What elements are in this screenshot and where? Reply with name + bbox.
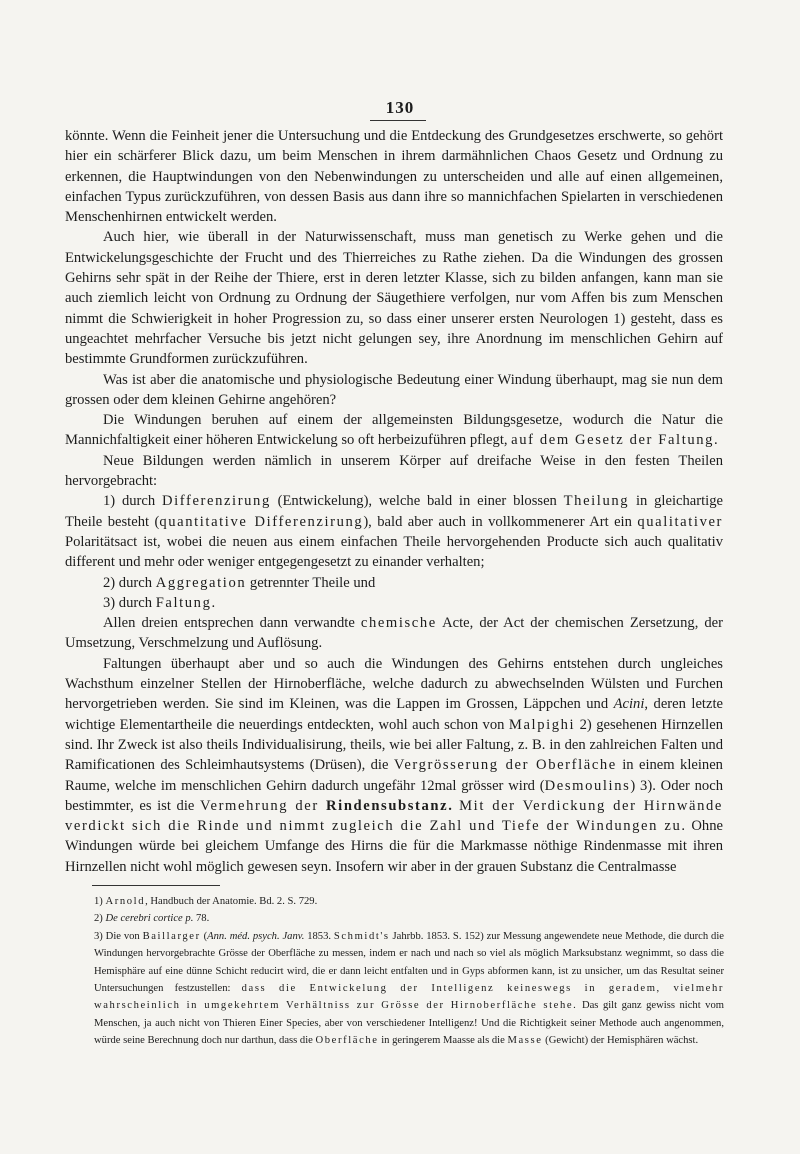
text-run: Allen dreien entsprechen dann verwandte [103, 615, 361, 632]
list-item [65, 573, 723, 593]
text-run: Faltung. [155, 594, 217, 611]
paragraph [65, 451, 723, 492]
text-run: 1) [94, 896, 106, 907]
footnotes [94, 893, 724, 1050]
footnote [94, 893, 724, 910]
text-run: Differenzirung [162, 493, 271, 510]
text-run: auf dem Gesetz der Faltung. [511, 432, 720, 449]
text-run: (Entwickelung), welche bald in einer blossen [270, 493, 564, 510]
text-run: Malpighi [508, 716, 576, 733]
text-run: 2) [94, 913, 106, 925]
main-text [65, 126, 723, 877]
text-run: 1853. [304, 930, 334, 942]
paragraph [65, 227, 723, 369]
text-run: Arnold [105, 896, 146, 907]
paragraph [65, 370, 723, 411]
text-run: Baillarger [142, 930, 201, 942]
text-run: quantitative Differenzirung [159, 513, 364, 530]
text-run: Jahrbb. 1853. S. 152) zur Messung angewendete neue Methode, die durch die Windungen hervorgebrachte Grösse der Oberfläche zu messen, indem er nach und nach so viel als möglich Marksubstanz wegnimmt, so dass die Hemisphäre auf eine dünne Schicht reducirt wird, die er dann leicht entfalten und in Gyps abformen kann, ist zu unsicher, um das Resultat seiner Untersuchungen festzustellen: [94, 930, 724, 995]
text-run: 2) gesehenen Hirnzellen sind. Ihr Zweck ist also theils Individualisirung, theils, wie bei aller Faltung, z. B. in den zahlreichen Falten und Ramificationen des Schleimhautsystems (Drüsen), die [65, 716, 724, 774]
text-run: Acte, der Act der chemischen Zersetzung, der Umsetzung, Verschmelzung und Auflösung. [65, 615, 723, 652]
text-run: qualitativer [637, 513, 723, 530]
text-run: chemische [360, 615, 437, 632]
text-run: Auch hier, wie überall in der Naturwissenschaft, muss man genetisch zu Werke gehen und die Entwickelungsgeschichte der Frucht und des Thierreiches zu Rathe ziehen. Da die Windungen des grossen Gehirns sehr spät in der Reihe der Thiere, erst in deren letzter Klasse, sich zu bilden anfangen, kann man sie auch ziemlich leicht von Ordnung zu Ordnung der Säugethiere verfolgen, nur vom Affen bis zum Menschen nimmt die Schwierigkeit in hoher Progression zu, so dass einer unserer ersten Neurologen 1) gesteht, dass es ungeachtet mehrfacher Versuche bis jetzt nicht gelungen sey, ihre Anordnung im menschlichen Gehirn auf bestimmte Grundformen zurückzuführen. [65, 229, 723, 368]
text-run: ), bald aber auch in vollkommenerer Art ein [363, 513, 638, 530]
text-run: 78. [193, 913, 210, 925]
paragraph [65, 613, 723, 654]
footnote [94, 928, 724, 1050]
paragraph [65, 654, 723, 877]
text-run: Desmoulins [544, 777, 631, 794]
page-number: 130 [385, 98, 415, 117]
text-run: 3) durch [103, 594, 156, 611]
text-run: Ann. méd. psych. Janv. [207, 930, 305, 942]
text-run: 3) Die von [94, 930, 143, 942]
text-run: 2) durch [103, 574, 156, 591]
text-run: Schmidt's [333, 930, 390, 942]
text-run: Acini [613, 696, 645, 713]
paragraph [65, 126, 723, 227]
text-run: Polaritätsact ist, wobei die neuen aus einem einfachen Theile hervorgehenden Producte sich auch qualitativ different und mehr oder weniger entgegengesetzt zu einander verhalten; [65, 533, 723, 571]
text-run: ) 3). Oder noch bestimmter, es ist die [65, 777, 723, 814]
text-run: 1) durch [103, 493, 162, 510]
footnote [94, 910, 724, 927]
text-run: Masse [507, 1035, 543, 1047]
text-run: Was ist aber die anatomische und physiologische Bedeutung einer Windung überhaupt, mag sie nun dem grossen oder dem kleinen Gehirne angehören? [65, 371, 723, 408]
text-run: Oberfläche [315, 1035, 379, 1047]
text-run: Mit der Verdickung der Hirnwände verdickt sich die Rinde und nimmt zugleich die Zahl und Tiefe der Windungen zu. [65, 797, 723, 835]
text-run: De cerebri cortice [105, 913, 183, 925]
text-run: (Gewicht) der Hemisphären wächst. [542, 1035, 699, 1047]
text-run: Aggregation [155, 574, 247, 591]
list-item [65, 491, 723, 572]
list-item [65, 593, 723, 613]
text-run: Faltungen überhaupt aber und so auch die Windungen des Gehirns entstehen durch ungleiches Wachsthum einzelner Stellen der Hirnoberfläche, welche dadurch zu abwechselnden Wülsten und Furchen hervorgetrieben werden. Sie sind im Kleinen, was die Lappen im Grossen, Läppchen und [65, 655, 723, 713]
text-run: Die Windungen beruhen auf einem der allgemeinsten Bildungsgesetze, wodurch die Natur die Mannichfaltigkeit einer höheren Entwickelung so oft herbeizuführen pflegt, [65, 412, 723, 449]
text-run: p. [185, 913, 194, 925]
text-run: Neue Bildungen werden nämlich in unserem Körper auf dreifache Weise in den festen Theilen hervorgebracht: [65, 452, 723, 490]
text-run: , Handbuch der Anatomie. Bd. 2. S. 729. [145, 896, 318, 907]
text-run: in geringerem Maasse als die [378, 1035, 508, 1047]
text-run: Das gilt ganz gewiss nicht vom Menschen, ja auch nicht von Thieren Einer Species, aber von verschiedener Intelligenz! Und die Richtigkeit seiner Methode auch angenommen, würde seine Berechnung doch nur darthun, dass die [94, 1000, 724, 1047]
text-run: Vergrösserung der Oberfläche [393, 757, 617, 774]
text-run: Ohne Windungen würde bei gleichem Umfange des Hirns die für die Markmasse nöthige Rindenmasse mit ihren Hirnzellen nicht wohl möglich gewesen seyn. Insofern wir aber in der grauen Substanz die Centralmasse [65, 818, 723, 875]
text-run: in einem kleinen Raume, welche im menschlichen Gehirn dadurch ungefähr 12mal grösser wird ( [65, 757, 723, 794]
text-run: Rindensubstanz. [326, 797, 454, 814]
text-run: getrennter Theile und [246, 574, 376, 591]
text-run: dass die Entwickelung der Intelligenz keineswegs in geradem, vielmehr wahrscheinlich in umgekehrtem Verhältniss zur Grösse der Hirnoberfläche stehe. [94, 983, 724, 1012]
text-run: in gleichartige Theile besteht ( [65, 493, 723, 530]
footnote-rule [92, 885, 220, 886]
text-run: , deren letzte wichtige Elementartheile die neuerdings entdeckten, wohl auch schon von [65, 696, 723, 733]
text-run: Vermehrung der [200, 797, 327, 814]
paragraph [65, 410, 723, 451]
text-run: Theilung [563, 493, 630, 510]
page-number-rule [370, 120, 426, 121]
text-run: ( [200, 930, 208, 942]
text-run: könnte. Wenn die Feinheit jener die Untersuchung und die Entdeckung des Grundgesetzes erschwerte, so gehört hier ein schärferer Blick dazu, um beim Menschen in ihrem darmähnlichen Chaos Gesetz und Ordnung zu erkennen, die Hauptwindungen von den Nebenwindungen zu unterscheiden und alle auf einen allgemeinen, einfachen Typus zurückzuführen, von dessen Basis aus dann ihre so mannichfachen Spielarten in verschiedenen Menschenhirnen entwickelt werden. [65, 128, 723, 226]
